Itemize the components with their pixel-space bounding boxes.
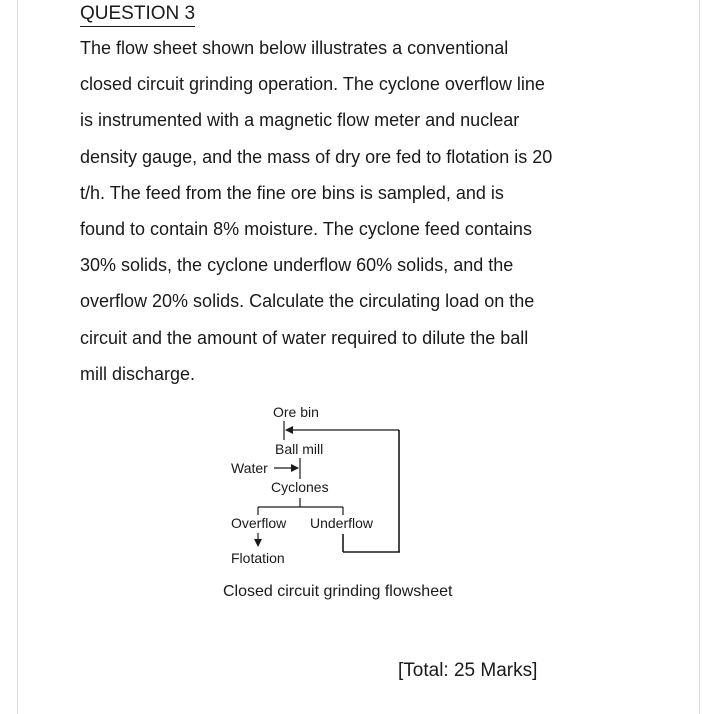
overflow-label: Overflow [231,515,287,531]
flowsheet-diagram [18,0,701,714]
figure-caption: Closed circuit grinding flowsheet [223,583,453,600]
flotation-label: Flotation [231,550,285,566]
question-title: QUESTION 3 [80,2,195,27]
total-marks: [Total: 25 Marks] [398,660,538,681]
question-line: overflow 20% solids. Calculate the circulating load on the [80,291,535,312]
question-line: The flow sheet shown below illustrates a conventional [80,38,509,58]
question-line: mill discharge. [80,363,196,384]
question-line: closed circuit grinding operation. The cyclone overflow line [80,74,545,95]
question-line: t/h. The feed from the fine ore bins is sampled, and is [80,182,504,203]
cyclones-label: Cyclones [271,479,329,495]
question-line: 30% solids, the cyclone underflow 60% solids, and the [80,255,514,276]
question-line: density gauge, and the mass of dry ore fed to flotation is 20 [80,146,553,167]
question-line: is instrumented with a magnetic flow meter and nuclear [80,110,520,131]
ball-mill-label: Ball mill [275,441,324,457]
ore-bin-label: Ore bin [273,404,319,420]
document-page [17,0,700,714]
underflow-label: Underflow [310,515,374,531]
question-line: circuit and the amount of water required to dilute the ball [80,327,529,348]
question-line: found to contain 8% moisture. The cyclone feed contains [80,219,532,240]
water-label: Water [231,460,268,476]
